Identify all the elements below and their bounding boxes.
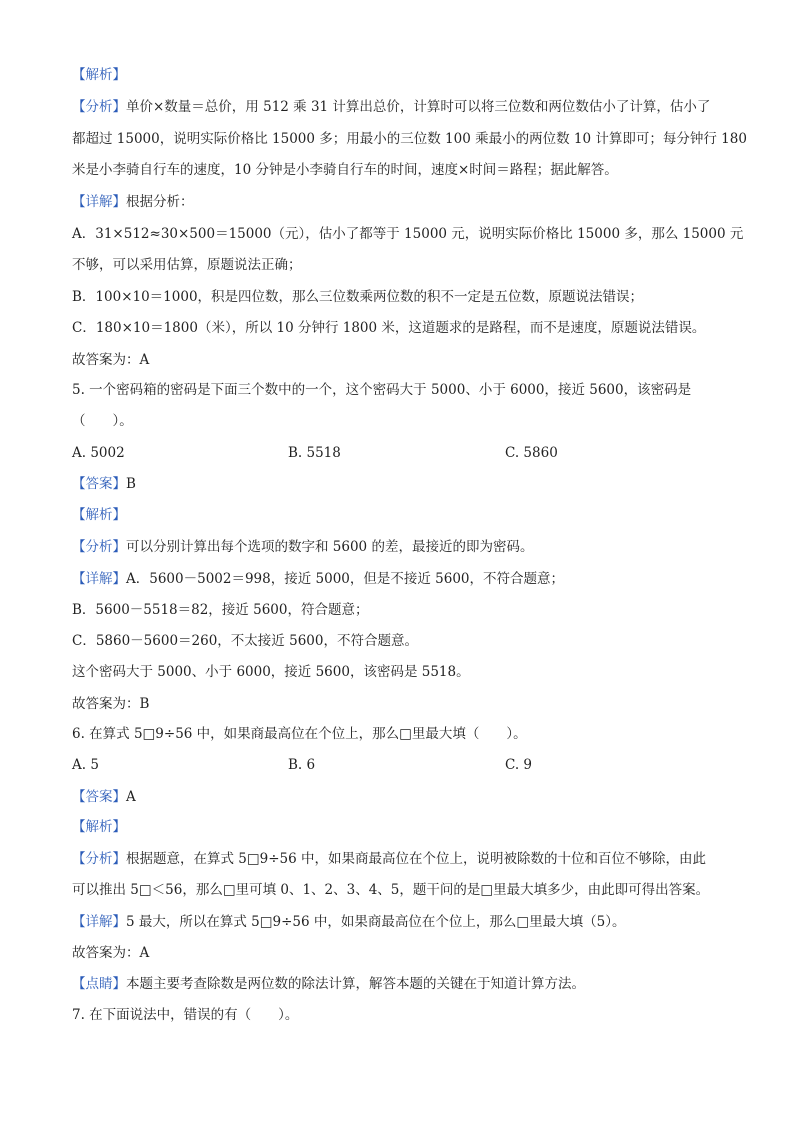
detail-tag: 【详解】: [72, 571, 126, 587]
q4-option-a-line-1: A．31×512≈30×500＝15000（元），估小了都等于 15000 元，说明实际价格比 15000 多，那么 15000 元: [72, 226, 744, 242]
q6-detail-line: [72, 913, 625, 931]
q6-fenxi-line-2: 可以推出 5□＜56，那么□里可填 0、1、2、3、4、5，题干问的是□里最大填多少，由此即可得出答案。: [72, 882, 710, 898]
q5-detail-c: C．5860－5600＝260，不太接近 5600，不符合题意。: [72, 633, 418, 649]
q5-option-c: C. 5860: [505, 445, 558, 461]
q4-fenxi-line-3: 米是小李骑自行车的速度，10 分钟是小李骑自行车的时间，速度×时间＝路程；据此解答。: [72, 162, 618, 178]
q5-answer-value: B: [126, 476, 136, 492]
q6-option-c: C. 9: [505, 757, 533, 773]
q4-fenxi-line-2: 都超过 15000，说明实际价格比 15000 多；用最小的三位数 100 乘最小的两位数 10 计算即可；每分钟行 180: [72, 131, 747, 147]
q6-point-line: [72, 975, 585, 993]
q4-final-answer: 故答案为：A: [72, 352, 150, 368]
fenxi-tag: 【分析】: [72, 539, 126, 555]
q4-detail-line: [72, 193, 194, 211]
q6-final-answer: 故答案为：A: [72, 945, 150, 961]
q6-answer-value: A: [126, 789, 136, 805]
q6-option-b: B. 6: [288, 757, 316, 773]
q5-detail-b: B．5600－5518＝82，接近 5600，符合题意；: [72, 602, 369, 618]
q5-option-b: B. 5518: [288, 445, 341, 461]
q5-detail-line: [72, 570, 564, 588]
q5-stem-line-2: （ ）。: [72, 413, 133, 429]
fenxi-tag: 【分析】: [72, 99, 126, 115]
detail-tag: 【详解】: [72, 194, 126, 210]
q5-stem-line-1: 5. 一个密码箱的密码是下面三个数中的一个，这个密码大于 5000、小于 6000，接近 5600，该密码是: [72, 382, 692, 398]
q4-analysis-heading: 【解析】: [72, 67, 126, 83]
point-tag: 【点睛】: [72, 976, 126, 992]
q6-point-text: 本题主要考查除数是两位数的除法计算，解答本题的关键在于知道计算方法。: [126, 976, 585, 992]
q6-detail-text: 5 最大，所以在算式 5□9÷56 中，如果商最高位在个位上，那么□里最大填（5）。: [126, 914, 626, 930]
answer-tag: 【答案】: [72, 476, 126, 492]
detail-tag: 【详解】: [72, 914, 126, 930]
q5-final-answer: 故答案为：B: [72, 696, 150, 712]
q6-stem: 6. 在算式 5□9÷56 中，如果商最高位在个位上，那么□里最大填（ ）。: [72, 726, 527, 742]
q6-option-a: A. 5: [72, 757, 99, 773]
q4-option-b-line: B．100×10＝1000，积是四位数，那么三位数乘两位数的积不一定是五位数，原题说法错误；: [72, 289, 644, 305]
q6-fenxi-text-1: 根据题意，在算式 5□9÷56 中，如果商最高位在个位上，说明被除数的十位和百位不够除，由此: [126, 851, 707, 867]
q5-summary: 这个密码大于 5000、小于 6000，接近 5600，该密码是 5518。: [72, 664, 470, 680]
q7-stem: 7. 在下面说法中，错误的有（ ）。: [72, 1007, 299, 1023]
q5-detail-a: A．5600－5002＝998，接近 5000，但是不接近 5600，不符合题意；: [126, 571, 565, 587]
q4-fenxi-text-1: 单价×数量＝总价，用 512 乘 31 计算出总价，计算时可以将三位数和两位数估小了计算，估小了: [126, 99, 711, 115]
q5-fenxi-line: [72, 538, 533, 556]
q4-fenxi-line-1: [72, 98, 710, 116]
q5-answer-line: [72, 475, 136, 493]
q6-analysis-heading: 【解析】: [72, 819, 126, 835]
q6-answer-line: [72, 788, 136, 806]
q5-analysis-heading: 【解析】: [72, 507, 126, 523]
q5-option-a: A. 5002: [72, 445, 125, 461]
q4-detail-intro: 根据分析：: [126, 194, 194, 210]
q4-option-a-line-2: 不够，可以采用估算，原题说法正确；: [72, 257, 302, 273]
q6-fenxi-line-1: [72, 850, 706, 868]
fenxi-tag: 【分析】: [72, 851, 126, 867]
answer-tag: 【答案】: [72, 789, 126, 805]
q4-option-c-line: C．180×10＝1800（米），所以 10 分钟行 1800 米，这道题求的是路程，而不是速度，原题说法错误。: [72, 320, 706, 336]
q5-fenxi-text: 可以分别计算出每个选项的数字和 5600 的差，最接近的即为密码。: [126, 539, 534, 555]
